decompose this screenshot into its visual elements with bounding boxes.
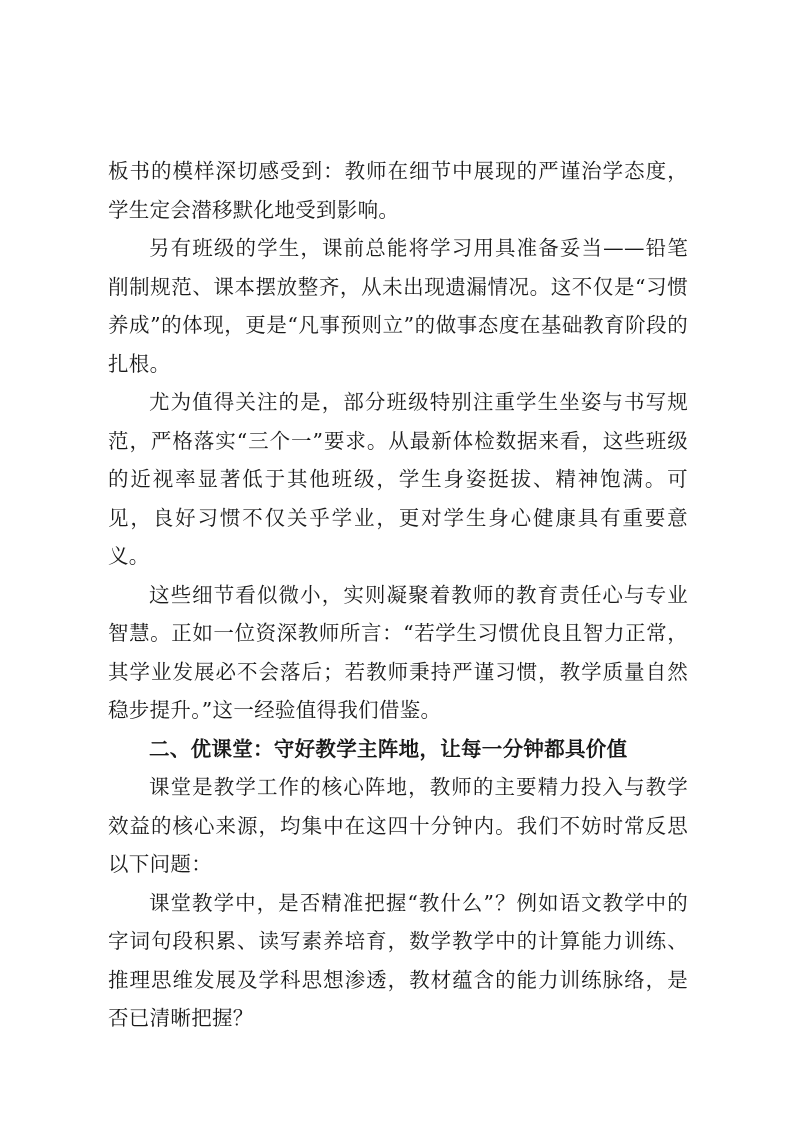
document-body (108, 152, 688, 1038)
paragraph: 另有班级的学生，课前总能将学习用具准备妥当——铅笔削制规范、课本摆放整齐，从未出现遗漏情况。这不仅是“习惯养成”的体现，更是“凡事预则立”的做事态度在基础教育阶段的扎根。 (108, 236, 688, 376)
paragraph: 这些细节看似微小，实则凝聚着教师的教育责任心与专业智慧。正如一位资深教师所言：“若学生习惯优良且智力正常，其学业发展必不会落后；若教师秉持严谨习惯，教学质量自然稳步提升。”这一经验值得我们借鉴。 (108, 582, 688, 722)
paragraph: 课堂是教学工作的核心阵地，教师的主要精力投入与教学效益的核心来源，均集中在这四十分钟内。我们不妨时常反思以下问题： (108, 775, 688, 876)
section-heading: 二、优课堂：守好教学主阵地，让每一分钟都具价值 (149, 736, 628, 761)
paragraph: 尤为值得关注的是，部分班级特别注重学生坐姿与书写规范，严格落实“三个一”要求。从最新体检数据来看，这些班级的近视率显著低于其他班级，学生身姿挺拔、精神饱满。可见，良好习惯不仅关乎学业，更对学生身心健康具有重要意义。 (108, 390, 688, 568)
paragraph-continuation: 板书的模样深切感受到：教师在细节中展现的严谨治学态度，学生定会潜移默化地受到影响。 (108, 159, 688, 222)
paragraph: 课堂教学中，是否精准把握“教什么”？例如语文教学中的字词句段积累、读写素养培育，数学教学中的计算能力训练、推理思维发展及学科思想渗透，教材蕴含的能力训练脉络，是否已清晰把握？ (108, 890, 688, 1030)
